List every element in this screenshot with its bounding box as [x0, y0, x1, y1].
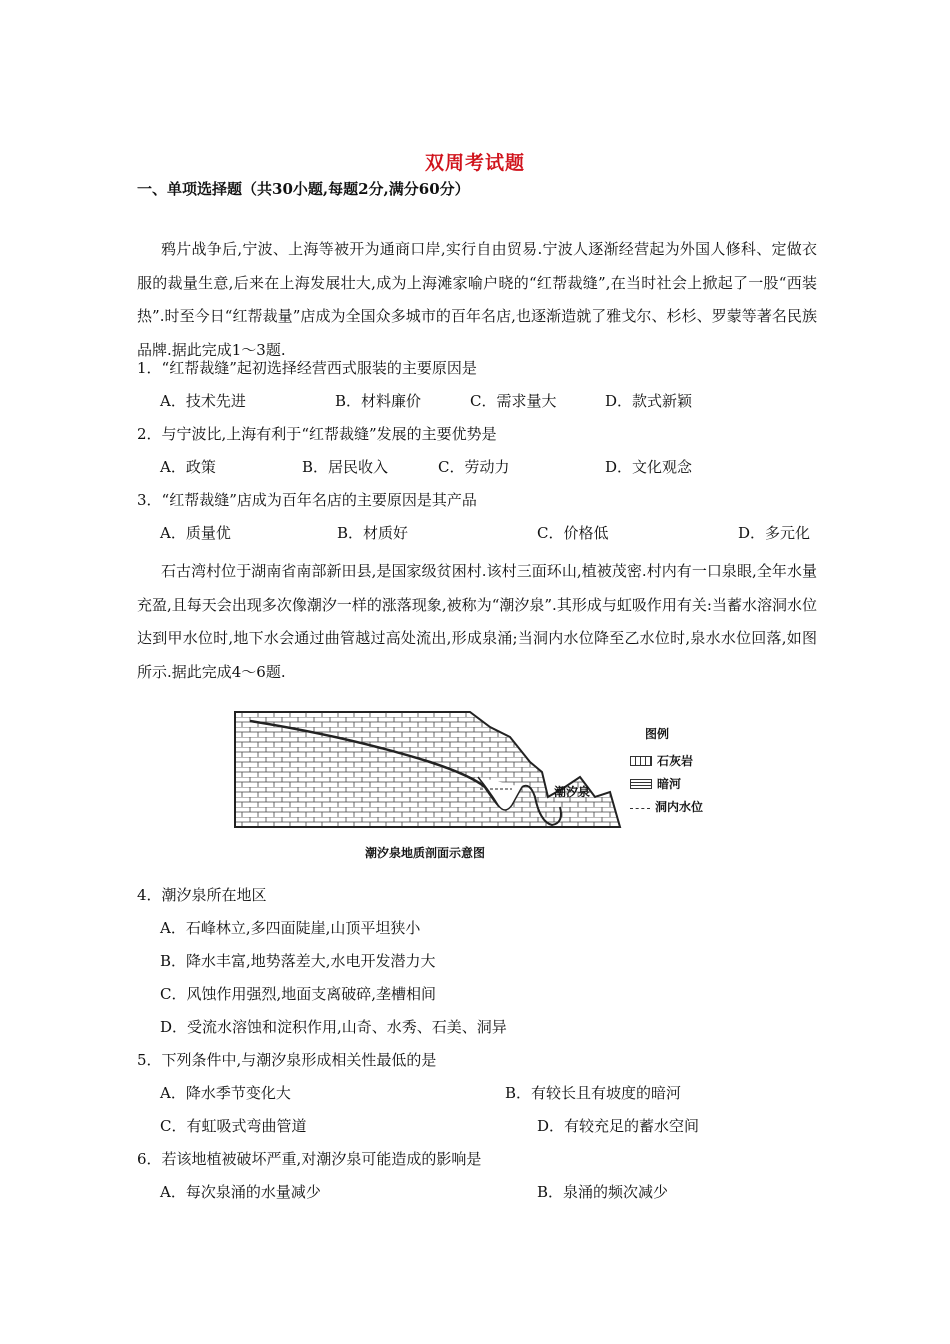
question-4: 4．潮汐泉所在地区 [137, 886, 267, 904]
section-heading: 一、单项选择题（共30小题,每题2分,满分60分） [137, 180, 470, 198]
limestone-swatch [630, 756, 652, 766]
q2-option-c: C．劳动力 [438, 458, 510, 476]
q4-option-d: D．受流水溶蚀和淀积作用,山奇、水秀、石美、洞异 [160, 1018, 507, 1036]
q1-option-d: D．款式新颖 [605, 392, 693, 410]
passage-2: 石古湾村位于湖南省南部新田县,是国家级贫困村.该村三面环山,植被茂密.村内有一口泉眼,全年水量充盈,且每天会出现多次像潮汐一样的涨落现象,被称为“潮汐泉”.其形成与虹吸作用有关:当蓄水溶洞水位达到甲水位时,地下水会通过曲管越过高处流出,形成泉涌;当洞内水位降至乙水位时,泉水水位回落,如图所示.据此完成4～6题. [137, 562, 817, 681]
river-swatch [630, 779, 652, 789]
q2-option-d: D．文化观念 [605, 458, 693, 476]
q5-option-d: D．有较充足的蓄水空间 [537, 1117, 700, 1135]
q1-option-b: B．材料廉价 [335, 392, 422, 410]
legend-water-level [630, 798, 703, 815]
question-2: 2．与宁波比,上海有利于“红帮裁缝”发展的主要优势是 [137, 425, 497, 443]
tidal-spring-figure [230, 707, 725, 867]
question-1: 1．“红帮裁缝”起初选择经营西式服装的主要原因是 [137, 359, 477, 377]
q2-option-a: A．政策 [160, 458, 216, 476]
legend-label: 石灰岩 [657, 754, 694, 768]
question-5: 5．下列条件中,与潮汐泉形成相关性最低的是 [137, 1051, 437, 1069]
q1-option-a: A．技术先进 [160, 392, 246, 410]
q2-option-b: B．居民收入 [302, 458, 389, 476]
question-3: 3．“红帮裁缝”店成为百年名店的主要原因是其产品 [137, 491, 477, 509]
q6-option-a: A．每次泉涌的水量减少 [160, 1183, 321, 1201]
q4-option-a: A．石峰林立,多四面陡崖,山顶平坦狭小 [160, 919, 421, 937]
q6-option-b: B．泉涌的频次减少 [537, 1183, 669, 1201]
q3-option-a: A．质量优 [160, 524, 231, 542]
exam-title: 双周考试题 [424, 152, 525, 174]
q3-option-d: D．多元化 [738, 524, 811, 542]
legend-limestone [630, 752, 693, 769]
question-6: 6．若该地植被破坏严重,对潮汐泉可能造成的影响是 [137, 1150, 482, 1168]
q4-option-c: C．风蚀作用强烈,地面支离破碎,垄槽相间 [160, 985, 437, 1003]
q1-option-c: C．需求量大 [470, 392, 557, 410]
legend-label: 暗河 [657, 777, 682, 791]
q3-option-c: C．价格低 [537, 524, 609, 542]
q4-option-b: B．降水丰富,地势落差大,水电开发潜力大 [160, 952, 436, 970]
q5-option-a: A．降水季节变化大 [160, 1084, 291, 1102]
q3-option-b: B．材质好 [337, 524, 409, 542]
legend-underground-river [630, 775, 681, 792]
figure-caption: 潮汐泉地质剖面示意图 [365, 846, 486, 860]
legend-title: 图例 [645, 727, 670, 741]
water-level-swatch [630, 808, 650, 809]
spring-label: 潮汐泉 [554, 785, 591, 799]
q5-option-c: C．有虹吸式弯曲管道 [160, 1117, 307, 1135]
q5-option-b: B．有较长且有坡度的暗河 [505, 1084, 682, 1102]
passage-1: 鸦片战争后,宁波、上海等被开为通商口岸,实行自由贸易.宁波人逐渐经营起为外国人修科、定做衣服的裁量生意,后来在上海发展壮大,成为上海滩家喻户晓的“红帮裁缝”,在当时社会上掀起了一股“西装热”.时至今日“红帮裁量”店成为全国众多城市的百年名店,也逐渐造就了雅戈尔、杉杉、罗蒙等著名民族品牌.据此完成1～3题. [137, 240, 817, 359]
legend-label: 洞内水位 [655, 800, 704, 814]
